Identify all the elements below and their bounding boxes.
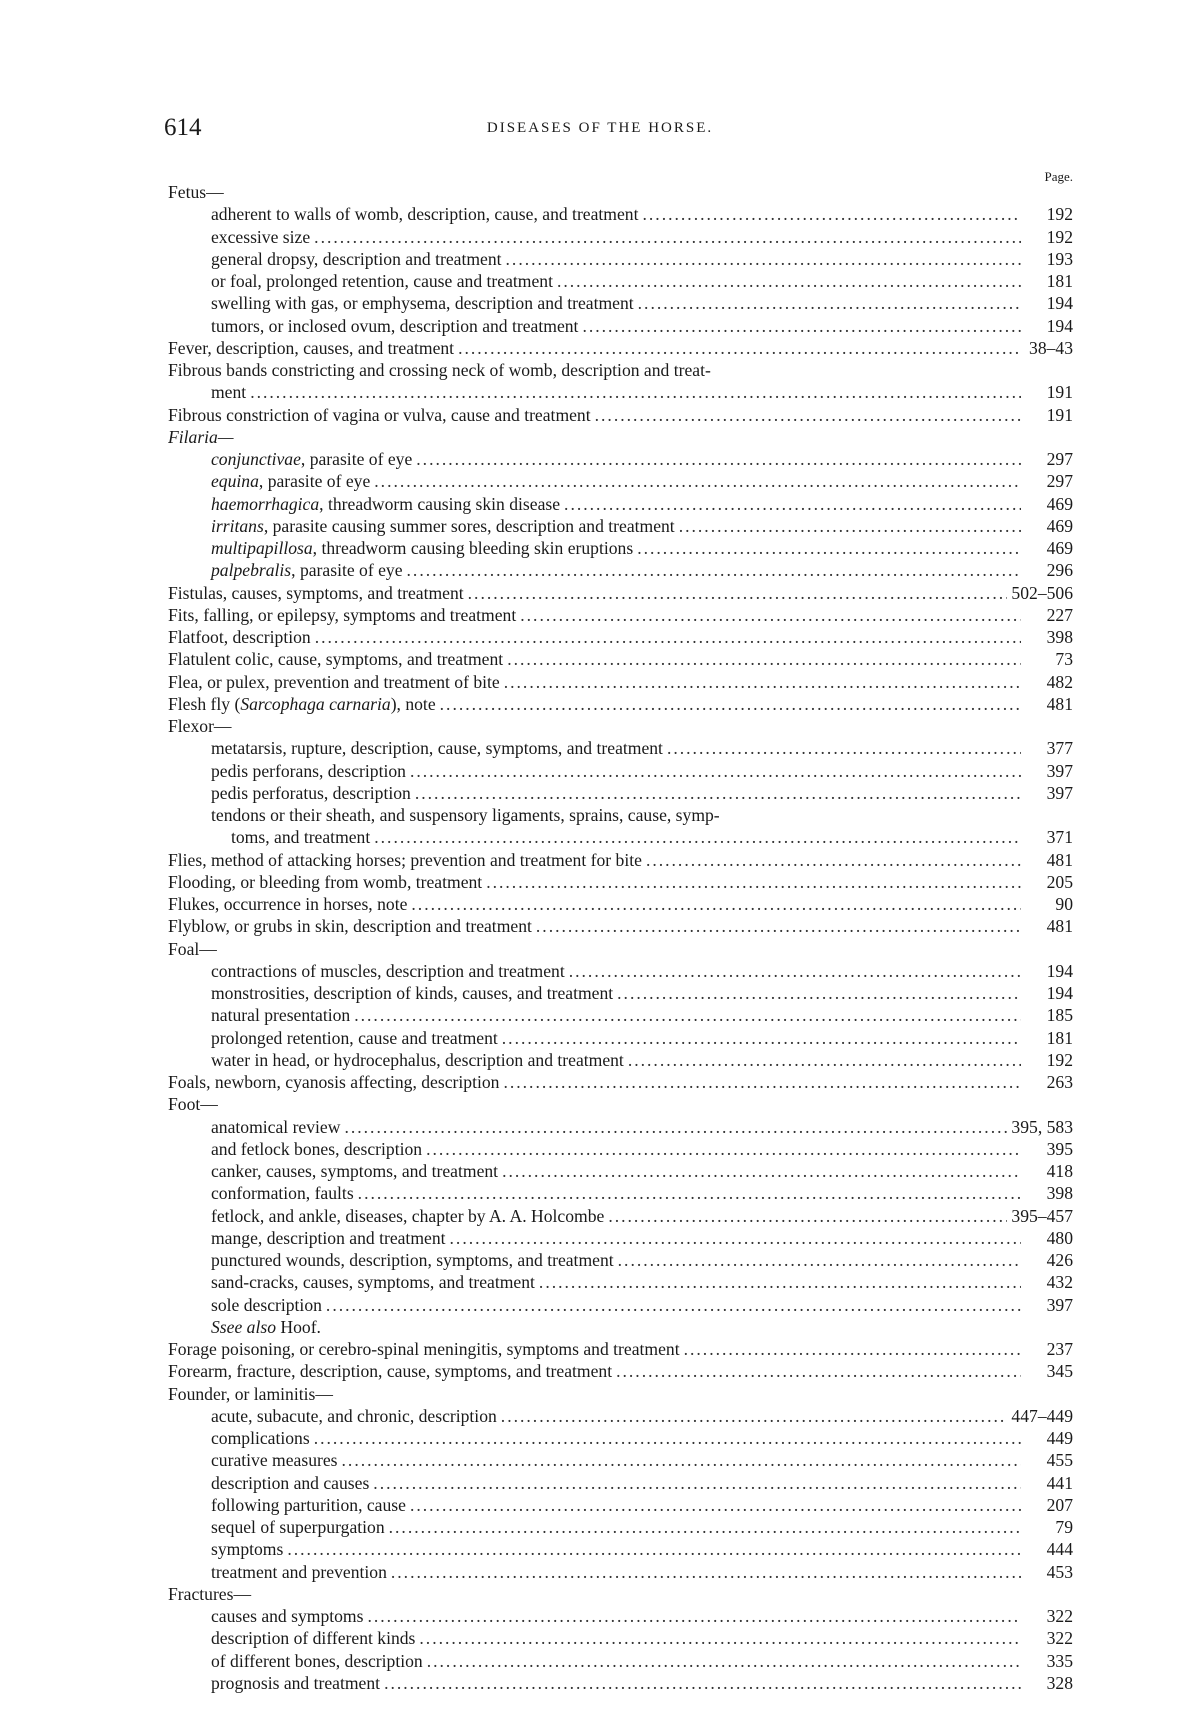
dot-leader — [679, 515, 1021, 537]
entry-text: Fetus— — [168, 182, 224, 202]
page-column-label: Page. — [1044, 169, 1073, 184]
entry-text: fetlock, and ankle, diseases, chapter by A. A. Holcombe — [211, 1205, 605, 1226]
index-entry — [168, 1027, 1073, 1049]
page-reference: 449 — [1046, 1428, 1073, 1448]
index-entry — [168, 537, 1073, 559]
dot-leader — [354, 1004, 1021, 1026]
page-reference: 73 — [1055, 649, 1073, 670]
dot-leader — [458, 337, 1021, 359]
entry-text: Flea, or pulex, prevention and treatment of bite — [168, 671, 500, 692]
page-reference: 191 — [1046, 382, 1073, 403]
index-entry — [168, 270, 1073, 292]
page-reference: 335 — [1046, 1650, 1073, 1671]
page-reference: 480 — [1046, 1227, 1073, 1248]
entry-text: sand-cracks, causes, symptoms, and treatment — [211, 1272, 535, 1293]
dot-leader — [667, 737, 1021, 759]
dot-leader — [410, 1494, 1021, 1516]
index-entry — [168, 359, 1073, 381]
entry-text: Foot— — [168, 1094, 218, 1115]
entry-text: Forage poisoning, or cerebro-spinal meningitis, symptoms and treatment — [168, 1339, 680, 1359]
page-reference: 481 — [1046, 693, 1073, 714]
index-entry — [168, 1227, 1073, 1249]
index-entry — [168, 671, 1073, 693]
entry-text: prolonged retention, cause and treatment — [211, 1027, 498, 1048]
page-reference: 481 — [1046, 849, 1073, 870]
page-reference: 192 — [1046, 204, 1073, 225]
dot-leader — [608, 1205, 1007, 1227]
page-reference: 296 — [1046, 560, 1073, 581]
entry-text: haemorrhagica, threadworm causing skin disease — [211, 493, 561, 514]
dot-leader — [502, 1027, 1021, 1049]
dot-leader — [569, 960, 1021, 982]
index-entry — [168, 181, 1073, 203]
dot-leader — [374, 826, 1021, 848]
page-reference: 397 — [1046, 1294, 1073, 1315]
index-entry — [168, 381, 1073, 403]
page-reference: 297 — [1046, 471, 1073, 492]
page-reference: 395, 583 — [1011, 1116, 1073, 1137]
entry-text: following parturition, cause — [211, 1494, 406, 1515]
dot-leader — [520, 604, 1021, 626]
entry-text: anatomical review — [211, 1116, 341, 1137]
dot-leader — [643, 203, 1022, 225]
dot-leader — [410, 760, 1021, 782]
index-entry — [168, 1249, 1073, 1271]
page-reference: 469 — [1046, 538, 1073, 558]
index-entry — [168, 1627, 1073, 1649]
page-reference: 193 — [1046, 248, 1073, 269]
index-entry — [168, 1004, 1073, 1026]
entry-text: equina, parasite of eye — [211, 471, 371, 492]
dot-leader — [564, 493, 1021, 515]
dot-leader — [638, 292, 1021, 314]
entry-text: treatment and prevention — [211, 1561, 387, 1582]
dot-leader — [557, 270, 1021, 292]
dot-leader — [539, 1271, 1021, 1293]
index-entry — [168, 1116, 1073, 1138]
index-entry — [168, 559, 1073, 581]
dot-leader — [411, 893, 1021, 915]
entry-text: monstrosities, description of kinds, causes, and treatment — [211, 983, 614, 1003]
page-reference: 377 — [1046, 738, 1073, 759]
page-reference: 395–457 — [1011, 1205, 1073, 1226]
index-entry — [168, 849, 1073, 871]
dot-leader — [450, 1227, 1021, 1249]
page-reference: 432 — [1046, 1272, 1073, 1293]
dot-leader — [287, 1538, 1021, 1560]
entry-text: Fibrous constriction of vagina or vulva, cause and treatment — [168, 404, 591, 425]
index-entry — [168, 203, 1073, 225]
page-reference: 469 — [1046, 515, 1073, 536]
page-reference: 444 — [1046, 1539, 1073, 1560]
index-entry — [168, 1138, 1073, 1160]
page-reference: 192 — [1046, 1049, 1073, 1070]
index-entry — [168, 1672, 1073, 1694]
entry-text: mange, description and treatment — [211, 1227, 446, 1248]
index-entry — [168, 1605, 1073, 1627]
index-entry — [168, 1205, 1073, 1227]
entry-text: multipapillosa, threadworm causing bleeding skin eruptions — [211, 538, 634, 558]
index-entry — [168, 426, 1073, 448]
entry-text: irritans, parasite causing summer sores, description and treatment — [211, 515, 675, 536]
dot-leader — [504, 671, 1021, 693]
dot-leader — [486, 871, 1021, 893]
dot-leader — [374, 470, 1021, 492]
page-reference: 205 — [1046, 871, 1073, 892]
index-entry — [168, 893, 1073, 915]
entry-text: description of different kinds — [211, 1628, 416, 1649]
index-entry — [168, 737, 1073, 759]
entry-text: or foal, prolonged retention, cause and treatment — [211, 271, 553, 291]
index-entry — [168, 1182, 1073, 1204]
page-reference: 263 — [1046, 1072, 1073, 1092]
page-reference: 181 — [1046, 271, 1073, 291]
entry-text: Flooding, or bleeding from womb, treatment — [168, 871, 483, 892]
index-entry — [168, 470, 1073, 492]
entry-text: tendons or their sheath, and suspensory ligaments, sprains, cause, symp- — [211, 805, 720, 825]
entry-text: Fistulas, causes, symptoms, and treatment — [168, 582, 464, 603]
dot-leader — [315, 626, 1021, 648]
entry-text: Fever, description, causes, and treatment — [168, 337, 455, 358]
index-entry — [168, 1427, 1073, 1449]
index-entry — [168, 493, 1073, 515]
entry-text: water in head, or hydrocephalus, description and treatment — [211, 1049, 624, 1070]
entry-text: symptoms — [211, 1539, 284, 1560]
entry-text: general dropsy, description and treatment — [211, 248, 502, 269]
entry-text: contractions of muscles, description and treatment — [211, 960, 565, 981]
page-reference: 395 — [1046, 1138, 1073, 1159]
page-reference: 181 — [1046, 1027, 1073, 1048]
index-entry — [168, 826, 1073, 848]
dot-leader — [344, 1116, 1007, 1138]
index-entry — [168, 782, 1073, 804]
index-entry — [168, 1294, 1073, 1316]
page-reference: 185 — [1046, 1005, 1073, 1026]
dot-leader — [502, 1160, 1021, 1182]
dot-leader — [373, 1472, 1021, 1494]
entry-text: conformation, faults — [211, 1183, 354, 1204]
dot-leader — [582, 315, 1021, 337]
entry-text: conjunctivae, parasite of eye — [211, 449, 413, 469]
index-entry — [168, 693, 1073, 715]
index-entry — [168, 337, 1073, 359]
index-entry — [168, 648, 1073, 670]
entry-text: tumors, or inclosed ovum, description and treatment — [211, 315, 579, 336]
dot-leader — [391, 1561, 1021, 1583]
index-entry — [168, 960, 1073, 982]
dot-leader — [250, 381, 1021, 403]
page-reference: 426 — [1046, 1250, 1073, 1270]
dot-leader — [314, 1427, 1021, 1449]
index-entry — [168, 871, 1073, 893]
index-entry — [168, 1538, 1073, 1560]
index-entry — [168, 1405, 1073, 1427]
entry-text: pedis perforans, description — [211, 760, 406, 781]
dot-leader — [637, 537, 1021, 559]
dot-leader — [389, 1516, 1021, 1538]
page-reference: 418 — [1046, 1161, 1073, 1181]
dot-leader — [503, 1071, 1021, 1093]
entry-text: causes and symptoms — [211, 1606, 364, 1626]
entry-text: sole description — [211, 1294, 322, 1315]
page-reference: 322 — [1046, 1628, 1073, 1649]
running-head: DISEASES OF THE HORSE. — [486, 120, 714, 136]
dot-leader — [427, 1650, 1021, 1672]
index-entry — [168, 626, 1073, 648]
entry-text: Founder, or laminitis— — [168, 1383, 333, 1404]
page-reference: 481 — [1046, 916, 1073, 937]
dot-leader — [407, 559, 1021, 581]
page-reference: 194 — [1046, 960, 1073, 981]
entry-text: Fractures— — [168, 1583, 252, 1604]
index-entry — [168, 982, 1073, 1004]
index-entry — [168, 1650, 1073, 1672]
index-entry — [168, 1561, 1073, 1583]
dot-leader — [506, 248, 1021, 270]
entry-text: Flatfoot, description — [168, 627, 311, 647]
entry-text: Flatulent colic, cause, symptoms, and treatment — [168, 649, 504, 670]
entry-text: description and causes — [211, 1472, 370, 1493]
entry-text: Fibrous bands constricting and crossing neck of womb, description and treat- — [168, 360, 711, 380]
entry-text: Flexor— — [168, 716, 232, 736]
index-entry — [168, 804, 1073, 826]
index-entry — [168, 1338, 1073, 1360]
entry-text: sequel of superpurgation — [211, 1517, 385, 1537]
page-reference: 227 — [1046, 604, 1073, 625]
entry-text: Fits, falling, or epilepsy, symptoms and treatment — [168, 604, 517, 625]
index-entry — [168, 1360, 1073, 1382]
dot-leader — [617, 982, 1021, 1004]
index-entry — [168, 1160, 1073, 1182]
entry-text: canker, causes, symptoms, and treatment — [211, 1161, 499, 1181]
index-entry — [168, 1449, 1073, 1471]
dot-leader — [426, 1138, 1021, 1160]
dot-leader — [416, 448, 1021, 470]
page-reference: 237 — [1046, 1339, 1073, 1359]
index-entry — [168, 1071, 1073, 1093]
page-reference: 453 — [1046, 1561, 1073, 1582]
index-entry — [168, 226, 1073, 248]
entry-text: Foals, newborn, cyanosis affecting, description — [168, 1072, 500, 1092]
entry-text: swelling with gas, or emphysema, description and treatment — [211, 293, 634, 314]
entry-text: and fetlock bones, description — [211, 1138, 423, 1159]
entry-text: Forearm, fracture, description, cause, symptoms, and treatment — [168, 1361, 613, 1382]
index-entry — [168, 292, 1073, 314]
index-entry — [168, 760, 1073, 782]
page-reference: 38–43 — [1029, 337, 1073, 358]
dot-leader — [314, 226, 1021, 248]
page-reference: 322 — [1046, 1606, 1073, 1626]
entry-text: Flies, method of attacking horses; prevention and treatment for bite — [168, 849, 642, 870]
entry-text: pedis perforatus, description — [211, 782, 411, 803]
index-entry — [168, 515, 1073, 537]
page-reference: 90 — [1055, 894, 1073, 914]
entry-text: acute, subacute, and chronic, description — [211, 1405, 497, 1426]
dot-leader — [536, 915, 1021, 937]
page-reference: 194 — [1046, 293, 1073, 314]
entry-text: metatarsis, rupture, description, cause, symptoms, and treatment — [211, 738, 663, 759]
page-reference: 441 — [1046, 1472, 1073, 1493]
index-entry — [168, 938, 1073, 960]
entry-text: Flukes, occurrence in horses, note — [168, 894, 408, 914]
index-entry — [168, 715, 1073, 737]
dot-leader — [628, 1049, 1021, 1071]
page-reference: 482 — [1046, 671, 1073, 692]
dot-leader — [684, 1338, 1021, 1360]
page-number: 614 — [164, 114, 202, 141]
index-entry — [168, 915, 1073, 937]
dot-leader — [415, 782, 1021, 804]
page-reference: 191 — [1046, 404, 1073, 425]
dot-leader — [367, 1605, 1021, 1627]
dot-leader — [419, 1627, 1021, 1649]
entry-text: Filaria— — [168, 426, 234, 447]
dot-leader — [326, 1294, 1021, 1316]
page-reference: 447–449 — [1011, 1405, 1073, 1426]
dot-leader — [440, 693, 1021, 715]
entry-text: natural presentation — [211, 1005, 351, 1026]
index-entry — [168, 1583, 1073, 1605]
page-reference: 398 — [1046, 627, 1073, 647]
entry-text: Ssee also Hoof. — [211, 1316, 321, 1337]
index-entry — [168, 1093, 1073, 1115]
entry-text: prognosis and treatment — [211, 1672, 381, 1693]
page-reference: 345 — [1046, 1361, 1073, 1382]
dot-leader — [501, 1405, 1008, 1427]
index-entry — [168, 604, 1073, 626]
page-reference: 192 — [1046, 226, 1073, 247]
index-entry — [168, 1049, 1073, 1071]
index-entry — [168, 315, 1073, 337]
index-entry — [168, 248, 1073, 270]
entry-text: curative measures — [211, 1450, 338, 1471]
page-reference: 79 — [1055, 1517, 1073, 1537]
page-reference: 397 — [1046, 760, 1073, 781]
page-reference: 194 — [1046, 315, 1073, 336]
index-entry — [168, 1516, 1073, 1538]
entry-text: Flesh fly (Sarcophaga carnaria), note — [168, 693, 436, 714]
page-reference: 371 — [1046, 827, 1073, 848]
index-entry — [168, 448, 1073, 470]
index-entry — [168, 582, 1073, 604]
index-entry — [168, 1271, 1073, 1293]
dot-leader — [342, 1449, 1021, 1471]
entry-text: Flyblow, or grubs in skin, description and treatment — [168, 916, 532, 937]
page-reference: 194 — [1046, 983, 1073, 1003]
index-entry — [168, 1316, 1073, 1338]
page-reference: 455 — [1046, 1450, 1073, 1471]
entry-text: ment — [211, 382, 247, 403]
entry-text: of different bones, description — [211, 1650, 423, 1671]
entry-text: punctured wounds, description, symptoms, and treatment — [211, 1250, 614, 1270]
entry-text: toms, and treatment — [231, 827, 371, 848]
entry-text: excessive size — [211, 226, 311, 247]
dot-leader — [618, 1249, 1021, 1271]
page-reference: 469 — [1046, 493, 1073, 514]
dot-leader — [646, 849, 1021, 871]
dot-leader — [616, 1360, 1021, 1382]
dot-leader — [595, 404, 1021, 426]
page-reference: 328 — [1046, 1672, 1073, 1693]
dot-leader — [468, 582, 1008, 604]
index-entry — [168, 404, 1073, 426]
entry-text: complications — [211, 1428, 310, 1448]
entry-text: Foal— — [168, 938, 217, 959]
entry-text: palpebralis, parasite of eye — [211, 560, 403, 581]
index-entry — [168, 1472, 1073, 1494]
page-reference: 207 — [1046, 1494, 1073, 1515]
page-reference: 398 — [1046, 1183, 1073, 1204]
dot-leader — [358, 1182, 1021, 1204]
page-reference: 297 — [1046, 449, 1073, 469]
page-reference: 502–506 — [1011, 582, 1073, 603]
dot-leader — [384, 1672, 1021, 1694]
index-entry — [168, 1383, 1073, 1405]
index-entry — [168, 1494, 1073, 1516]
entry-text: adherent to walls of womb, description, cause, and treatment — [211, 204, 639, 225]
page-reference: 397 — [1046, 782, 1073, 803]
dot-leader — [507, 648, 1021, 670]
